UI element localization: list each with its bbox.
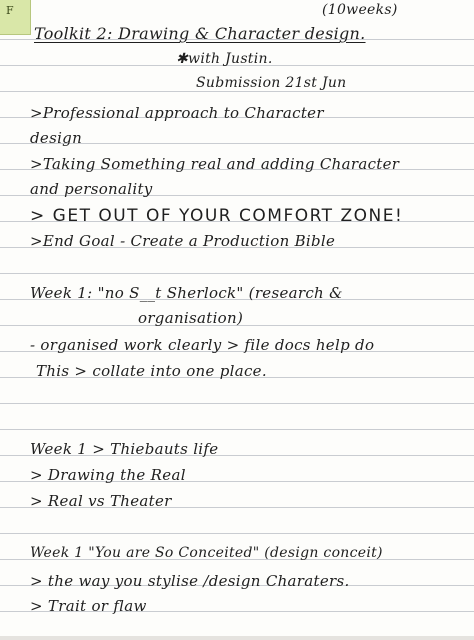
note-line: > the way you stylise /design Charaters. [30, 572, 350, 590]
tab-mark: F [6, 4, 14, 17]
note-line: and personality [30, 180, 153, 198]
note-line: organisation) [138, 309, 244, 327]
page-bottom-edge [0, 636, 474, 640]
note-line: - organised work clearly > file docs help do [30, 336, 375, 354]
week-heading: Week 1: "no S__t Sherlock" (research & [30, 284, 343, 302]
instructor-note: ✱with Justin. [176, 51, 273, 67]
week-heading: Week 1 "You are So Conceited" (design conceit) [30, 545, 383, 561]
note-line: design [30, 129, 83, 147]
week-heading: Week 1 > Thiebauts life [30, 440, 219, 458]
note-line: >Professional approach to Character [30, 104, 324, 122]
page-title: Toolkit 2: Drawing & Character design. [34, 24, 366, 43]
submission-date: Submission 21st Jun [196, 75, 347, 91]
note-line: >End Goal - Create a Production Bible [30, 232, 336, 250]
note-line: > Real vs Theater [30, 492, 172, 510]
note-line: >Taking Something real and adding Character [30, 155, 400, 173]
note-line: > Drawing the Real [30, 466, 186, 484]
note-line: > Trait or flaw [30, 597, 147, 615]
page-tab [0, 0, 31, 35]
note-line: This > collate into one place. [36, 362, 267, 380]
weeks-note: (10weeks) [322, 2, 398, 18]
comfort-zone-note: > GET OUT OF YOUR COMFORT ZONE! [30, 206, 404, 226]
